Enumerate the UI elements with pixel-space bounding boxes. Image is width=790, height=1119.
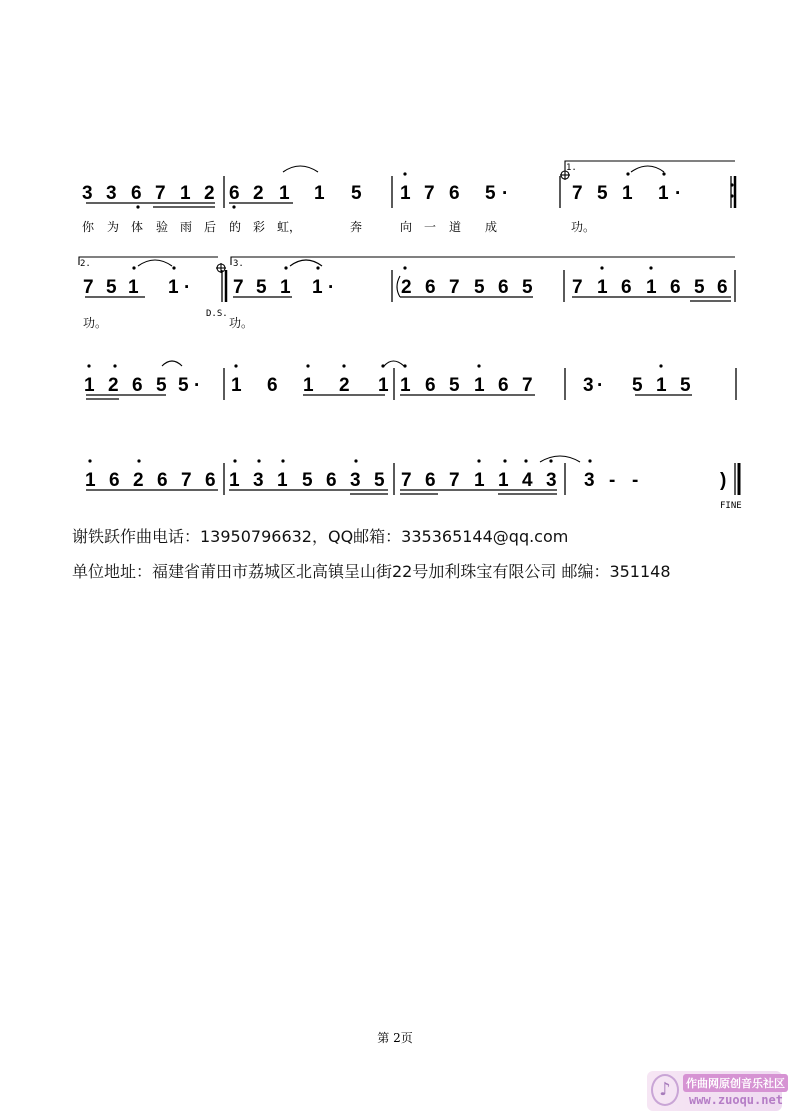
note: 7 — [401, 470, 412, 491]
note: 6 — [205, 470, 216, 491]
note: 3 — [253, 470, 264, 491]
note: 5 — [374, 470, 385, 491]
note: 6 — [498, 375, 509, 396]
notes-row4 — [85, 470, 726, 491]
note: 1 — [622, 183, 633, 204]
note: 3 — [106, 183, 117, 204]
lyric: 向 — [400, 220, 413, 234]
note: · — [502, 183, 509, 204]
note: 5 — [106, 277, 117, 298]
lyric: 功。 — [229, 316, 254, 330]
note: - — [632, 470, 639, 491]
note: 1 — [229, 470, 240, 491]
note: 1 — [85, 470, 96, 491]
note: 7 — [155, 183, 166, 204]
lyric: 奔 — [350, 220, 363, 234]
note: 3 — [584, 470, 595, 491]
note: 1 — [658, 183, 669, 204]
note: - — [609, 470, 616, 491]
note: 1 — [279, 183, 290, 204]
note: 7 — [424, 183, 435, 204]
notes-row1 — [82, 183, 681, 204]
note: 3 — [546, 470, 557, 491]
note: 5 — [256, 277, 267, 298]
note: 6 — [717, 277, 728, 298]
note: 1 — [280, 277, 291, 298]
note: 1 — [84, 375, 95, 396]
note: 1 — [597, 277, 608, 298]
note: 1 — [646, 277, 657, 298]
note: 1 — [378, 375, 389, 396]
note: 2 — [133, 470, 144, 491]
score-markings — [80, 163, 742, 511]
note: 7 — [449, 277, 460, 298]
note: 2 — [204, 183, 215, 204]
note: 1 — [400, 375, 411, 396]
notes-row2 — [83, 277, 728, 298]
lyric: 功。 — [83, 316, 108, 330]
lyric: 虹， — [277, 220, 302, 234]
note: 2 — [401, 277, 412, 298]
note: 7 — [181, 470, 192, 491]
note: 6 — [425, 470, 436, 491]
note: 5 — [522, 277, 533, 298]
note: 6 — [621, 277, 632, 298]
volta-3-label: 3. — [233, 259, 244, 269]
note: 6 — [498, 277, 509, 298]
note: · — [597, 375, 604, 396]
note: 1 — [128, 277, 139, 298]
ties-and-voltas — [79, 161, 735, 462]
volta-2-label: 2. — [80, 259, 91, 269]
staff-lines — [85, 203, 731, 494]
octave-dots — [87, 172, 733, 462]
note: 2 — [253, 183, 264, 204]
note: 3 — [82, 183, 93, 204]
page-number: 第 2页 — [377, 1031, 413, 1045]
note: 1 — [474, 375, 485, 396]
note: 5 — [449, 375, 460, 396]
note: 5 — [485, 183, 496, 204]
lyric: 彩 — [253, 220, 266, 234]
watermark-url: www.zuoqu.net — [689, 1093, 783, 1107]
note: 6 — [425, 277, 436, 298]
note: 1 — [474, 470, 485, 491]
note: 6 — [326, 470, 337, 491]
note: 5 — [597, 183, 608, 204]
volta-1-label: 1. — [566, 163, 577, 173]
note: 6 — [425, 375, 436, 396]
note: 1 — [303, 375, 314, 396]
watermark-name: 作曲网原创音乐社区 — [683, 1074, 788, 1092]
note: 1 — [656, 375, 667, 396]
note: 1 — [277, 470, 288, 491]
note: 5 — [178, 375, 189, 396]
note: · — [328, 277, 335, 298]
note: 6 — [229, 183, 240, 204]
fine-marking: FINE — [720, 501, 742, 511]
note: 7 — [572, 183, 583, 204]
lyric: 为 — [107, 220, 120, 234]
note: 5 — [351, 183, 362, 204]
note: 2 — [108, 375, 119, 396]
note: 5 — [632, 375, 643, 396]
note: 1 — [498, 470, 509, 491]
note: 6 — [109, 470, 120, 491]
note: 6 — [157, 470, 168, 491]
lyric: 雨 — [180, 220, 193, 234]
note: 5 — [474, 277, 485, 298]
lyric: 体 — [131, 220, 144, 234]
lyric: 道 — [449, 220, 462, 234]
address-line: 单位地址：福建省莆田市荔城区北高镇呈山街22号加利珠宝有限公司 邮编：351148 — [72, 562, 671, 581]
composer-contact: 谢铁跃作曲电话：13950796632，QQ邮箱：335365144@qq.com — [72, 527, 569, 546]
note: 7 — [233, 277, 244, 298]
note: 6 — [267, 375, 278, 396]
note: · — [194, 375, 201, 396]
note: 3 — [350, 470, 361, 491]
lyric: 成 — [485, 220, 498, 234]
notes-row3 — [84, 375, 691, 396]
note: 7 — [522, 375, 533, 396]
note: 3 — [583, 375, 594, 396]
note: · — [675, 183, 682, 204]
ds-marking: D.S. — [206, 309, 228, 319]
note: 5 — [302, 470, 313, 491]
music-note-icon: ♪ — [651, 1074, 679, 1106]
lyric: 一 — [424, 220, 437, 234]
note: 1 — [314, 183, 325, 204]
lyric: 你 — [82, 220, 95, 234]
note: 7 — [83, 277, 94, 298]
watermark-logo — [647, 1071, 785, 1111]
lyrics-row1 — [82, 219, 595, 234]
note: 6 — [670, 277, 681, 298]
note: 5 — [156, 375, 167, 396]
note: 1 — [168, 277, 179, 298]
note: 1 — [231, 375, 242, 396]
note: 6 — [132, 375, 143, 396]
note: 5 — [694, 277, 705, 298]
lyric: 功。 — [571, 220, 596, 234]
note: 7 — [449, 470, 460, 491]
note: 1 — [400, 183, 411, 204]
lyric: 验 — [156, 220, 169, 234]
note: 6 — [449, 183, 460, 204]
note: ) — [720, 470, 727, 491]
lyric: 后 — [204, 220, 217, 234]
note: 7 — [572, 277, 583, 298]
note: 2 — [339, 375, 350, 396]
note: 4 — [522, 470, 533, 491]
note: 1 — [180, 183, 191, 204]
note: 5 — [680, 375, 691, 396]
lyric: 的 — [229, 220, 242, 234]
note: · — [184, 277, 191, 298]
note: 1 — [312, 277, 323, 298]
note: 6 — [131, 183, 142, 204]
